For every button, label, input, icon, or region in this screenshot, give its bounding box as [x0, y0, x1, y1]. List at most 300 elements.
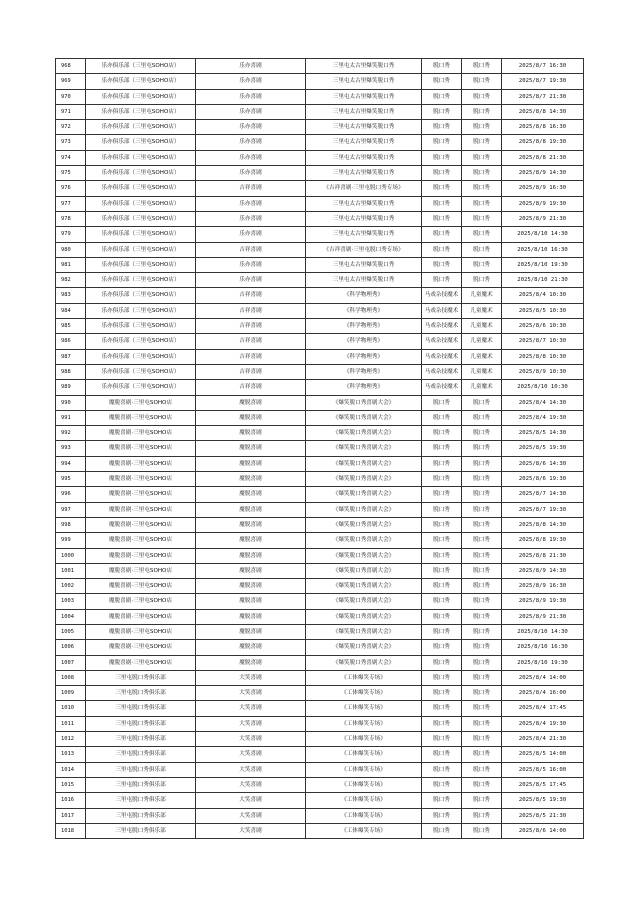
category-cell: 脱口秀 [422, 640, 462, 655]
row-number: 972 [56, 120, 86, 135]
category-cell: 脱口秀 [422, 227, 462, 242]
organizer-cell: 乐亦喜剧 [196, 150, 306, 165]
venue-cell: 乐亦俱乐部（三里屯SOHO店） [86, 349, 196, 364]
show-title-cell: 三里屯太古里爆笑脱口秀 [306, 196, 422, 211]
row-number: 970 [56, 89, 86, 104]
subcategory-cell: 脱口秀 [462, 242, 502, 257]
showtime-cell: 2025/8/8 14:30 [502, 517, 584, 532]
row-number: 1017 [56, 808, 86, 823]
category-cell: 脱口秀 [422, 211, 462, 226]
row-number: 986 [56, 334, 86, 349]
table-row [56, 579, 584, 594]
table-row [56, 793, 584, 808]
showtime-cell: 2025/8/5 19:30 [502, 793, 584, 808]
row-number: 1007 [56, 655, 86, 670]
category-cell: 脱口秀 [422, 624, 462, 639]
subcategory-cell: 脱口秀 [462, 823, 502, 838]
table-row [56, 166, 584, 181]
venue-cell: 魔脱喜剧·三里屯SOHO店 [86, 594, 196, 609]
category-cell: 脱口秀 [422, 517, 462, 532]
category-cell: 马戏杂技魔术 [422, 288, 462, 303]
organizer-cell: 吉祥喜剧 [196, 288, 306, 303]
organizer-cell: 吉祥喜剧 [196, 364, 306, 379]
showtime-cell: 2025/8/7 16:30 [502, 59, 584, 74]
showtime-cell: 2025/8/5 14:00 [502, 747, 584, 762]
venue-cell: 三里屯脱口秀俱乐部 [86, 823, 196, 838]
organizer-cell: 魔脱喜剧 [196, 624, 306, 639]
organizer-cell: 大笑喜剧 [196, 762, 306, 777]
row-number: 998 [56, 517, 86, 532]
organizer-cell: 魔脱喜剧 [196, 441, 306, 456]
organizer-cell: 魔脱喜剧 [196, 502, 306, 517]
category-cell: 脱口秀 [422, 441, 462, 456]
category-cell: 脱口秀 [422, 89, 462, 104]
show-title-cell: 《吉祥喜剧·三里屯脱口秀专场》 [306, 242, 422, 257]
category-cell: 脱口秀 [422, 472, 462, 487]
table-row [56, 594, 584, 609]
organizer-cell: 魔脱喜剧 [196, 410, 306, 425]
showtime-cell: 2025/8/8 19:30 [502, 135, 584, 150]
subcategory-cell: 儿童魔术 [462, 364, 502, 379]
category-cell: 脱口秀 [422, 104, 462, 119]
subcategory-cell: 脱口秀 [462, 732, 502, 747]
table-row [56, 135, 584, 150]
venue-cell: 三里屯脱口秀俱乐部 [86, 762, 196, 777]
category-cell: 脱口秀 [422, 74, 462, 89]
showtime-cell: 2025/8/8 14:30 [502, 104, 584, 119]
venue-cell: 三里屯脱口秀俱乐部 [86, 701, 196, 716]
category-cell: 马戏杂技魔术 [422, 319, 462, 334]
show-title-cell: 《爆笑脱口秀喜剧大会》 [306, 609, 422, 624]
venue-cell: 魔脱喜剧·三里屯SOHO店 [86, 609, 196, 624]
venue-cell: 魔脱喜剧·三里屯SOHO店 [86, 517, 196, 532]
show-title-cell: 《爆笑脱口秀喜剧大会》 [306, 441, 422, 456]
show-title-cell: 《科学物理秀》 [306, 288, 422, 303]
category-cell: 脱口秀 [422, 701, 462, 716]
table-row [56, 472, 584, 487]
show-title-cell: 《爆笑脱口秀喜剧大会》 [306, 579, 422, 594]
show-title-cell: 《爆笑脱口秀喜剧大会》 [306, 410, 422, 425]
row-number: 1004 [56, 609, 86, 624]
venue-cell: 乐亦俱乐部（三里屯SOHO店） [86, 334, 196, 349]
venue-cell: 乐亦俱乐部（三里屯SOHO店） [86, 104, 196, 119]
show-title-cell: 《爆笑脱口秀喜剧大会》 [306, 472, 422, 487]
category-cell: 脱口秀 [422, 548, 462, 563]
subcategory-cell: 脱口秀 [462, 273, 502, 288]
show-title-cell: 《科学物理秀》 [306, 364, 422, 379]
row-number: 1001 [56, 563, 86, 578]
show-title-cell: 三里屯太古里爆笑脱口秀 [306, 59, 422, 74]
organizer-cell: 魔脱喜剧 [196, 517, 306, 532]
row-number: 978 [56, 211, 86, 226]
show-title-cell: 《工体爆笑专场》 [306, 716, 422, 731]
venue-cell: 三里屯脱口秀俱乐部 [86, 716, 196, 731]
show-title-cell: 《爆笑脱口秀喜剧大会》 [306, 655, 422, 670]
row-number: 969 [56, 74, 86, 89]
showtime-cell: 2025/8/10 16:30 [502, 640, 584, 655]
show-title-cell: 《科学物理秀》 [306, 334, 422, 349]
showtime-cell: 2025/8/10 14:30 [502, 624, 584, 639]
row-number: 1011 [56, 716, 86, 731]
subcategory-cell: 脱口秀 [462, 166, 502, 181]
show-title-cell: 三里屯太古里爆笑脱口秀 [306, 120, 422, 135]
showtime-cell: 2025/8/4 21:30 [502, 732, 584, 747]
category-cell: 脱口秀 [422, 533, 462, 548]
venue-cell: 乐亦俱乐部（三里屯SOHO店） [86, 59, 196, 74]
subcategory-cell: 脱口秀 [462, 456, 502, 471]
showtime-cell: 2025/8/6 14:30 [502, 456, 584, 471]
show-title-cell: 《爆笑脱口秀喜剧大会》 [306, 548, 422, 563]
venue-cell: 乐亦俱乐部（三里屯SOHO店） [86, 380, 196, 395]
organizer-cell: 乐亦喜剧 [196, 89, 306, 104]
show-title-cell: 《科学物理秀》 [306, 349, 422, 364]
venue-cell: 乐亦俱乐部（三里屯SOHO店） [86, 89, 196, 104]
table-row [56, 150, 584, 165]
row-number: 1016 [56, 793, 86, 808]
showtime-cell: 2025/8/4 16:00 [502, 686, 584, 701]
showtime-cell: 2025/8/6 10:30 [502, 319, 584, 334]
subcategory-cell: 脱口秀 [462, 640, 502, 655]
subcategory-cell: 脱口秀 [462, 196, 502, 211]
show-title-cell: 三里屯太古里爆笑脱口秀 [306, 74, 422, 89]
table-row [56, 59, 584, 74]
organizer-cell: 魔脱喜剧 [196, 640, 306, 655]
venue-cell: 魔脱喜剧·三里屯SOHO店 [86, 502, 196, 517]
showtime-cell: 2025/8/4 14:00 [502, 670, 584, 685]
organizer-cell: 大笑喜剧 [196, 808, 306, 823]
showtime-cell: 2025/8/4 19:30 [502, 716, 584, 731]
subcategory-cell: 脱口秀 [462, 517, 502, 532]
venue-cell: 乐亦俱乐部（三里屯SOHO店） [86, 288, 196, 303]
subcategory-cell: 儿童魔术 [462, 349, 502, 364]
row-number: 997 [56, 502, 86, 517]
show-title-cell: 《爆笑脱口秀喜剧大会》 [306, 624, 422, 639]
table-row [56, 426, 584, 441]
show-title-cell: 三里屯太古里爆笑脱口秀 [306, 166, 422, 181]
organizer-cell: 乐亦喜剧 [196, 166, 306, 181]
subcategory-cell: 脱口秀 [462, 808, 502, 823]
row-number: 985 [56, 319, 86, 334]
subcategory-cell: 脱口秀 [462, 777, 502, 792]
organizer-cell: 乐亦喜剧 [196, 74, 306, 89]
row-number: 989 [56, 380, 86, 395]
table-row [56, 441, 584, 456]
organizer-cell: 魔脱喜剧 [196, 395, 306, 410]
table-row [56, 533, 584, 548]
subcategory-cell: 脱口秀 [462, 624, 502, 639]
category-cell: 脱口秀 [422, 273, 462, 288]
subcategory-cell: 脱口秀 [462, 594, 502, 609]
row-number: 990 [56, 395, 86, 410]
row-number: 980 [56, 242, 86, 257]
category-cell: 马戏杂技魔术 [422, 364, 462, 379]
venue-cell: 魔脱喜剧·三里屯SOHO店 [86, 640, 196, 655]
show-title-cell: 三里屯太古里爆笑脱口秀 [306, 257, 422, 272]
table-row [56, 74, 584, 89]
show-title-cell: 《工体爆笑专场》 [306, 670, 422, 685]
venue-cell: 魔脱喜剧·三里屯SOHO店 [86, 579, 196, 594]
category-cell: 马戏杂技魔术 [422, 349, 462, 364]
show-title-cell: 《工体爆笑专场》 [306, 793, 422, 808]
show-title-cell: 《吉祥喜剧·三里屯脱口秀专场》 [306, 181, 422, 196]
showtime-cell: 2025/8/10 16:30 [502, 242, 584, 257]
subcategory-cell: 儿童魔术 [462, 288, 502, 303]
row-number: 996 [56, 487, 86, 502]
table-row [56, 349, 584, 364]
show-title-cell: 《爆笑脱口秀喜剧大会》 [306, 533, 422, 548]
venue-cell: 魔脱喜剧·三里屯SOHO店 [86, 426, 196, 441]
category-cell: 脱口秀 [422, 716, 462, 731]
showtime-cell: 2025/8/5 16:00 [502, 762, 584, 777]
venue-cell: 乐亦俱乐部（三里屯SOHO店） [86, 166, 196, 181]
showtime-cell: 2025/8/5 17:45 [502, 777, 584, 792]
row-number: 1009 [56, 686, 86, 701]
row-number: 977 [56, 196, 86, 211]
venue-cell: 三里屯脱口秀俱乐部 [86, 670, 196, 685]
subcategory-cell: 脱口秀 [462, 120, 502, 135]
category-cell: 脱口秀 [422, 670, 462, 685]
organizer-cell: 吉祥喜剧 [196, 319, 306, 334]
table-row [56, 319, 584, 334]
row-number: 987 [56, 349, 86, 364]
table-row [56, 777, 584, 792]
venue-cell: 三里屯脱口秀俱乐部 [86, 793, 196, 808]
table-row [56, 211, 584, 226]
showtime-cell: 2025/8/10 21:30 [502, 273, 584, 288]
showtime-cell: 2025/8/9 14:30 [502, 166, 584, 181]
show-title-cell: 三里屯太古里爆笑脱口秀 [306, 89, 422, 104]
table-row [56, 640, 584, 655]
show-title-cell: 《爆笑脱口秀喜剧大会》 [306, 594, 422, 609]
table-row [56, 487, 584, 502]
showtime-cell: 2025/8/7 21:30 [502, 89, 584, 104]
venue-cell: 乐亦俱乐部（三里屯SOHO店） [86, 120, 196, 135]
venue-cell: 三里屯脱口秀俱乐部 [86, 777, 196, 792]
subcategory-cell: 脱口秀 [462, 762, 502, 777]
venue-cell: 乐亦俱乐部（三里屯SOHO店） [86, 242, 196, 257]
category-cell: 脱口秀 [422, 808, 462, 823]
organizer-cell: 大笑喜剧 [196, 747, 306, 762]
category-cell: 脱口秀 [422, 196, 462, 211]
showtime-cell: 2025/8/10 19:30 [502, 257, 584, 272]
category-cell: 脱口秀 [422, 410, 462, 425]
show-title-cell: 《爆笑脱口秀喜剧大会》 [306, 456, 422, 471]
subcategory-cell: 脱口秀 [462, 502, 502, 517]
show-title-cell: 三里屯太古里爆笑脱口秀 [306, 273, 422, 288]
category-cell: 脱口秀 [422, 823, 462, 838]
category-cell: 脱口秀 [422, 777, 462, 792]
subcategory-cell: 脱口秀 [462, 579, 502, 594]
category-cell: 马戏杂技魔术 [422, 380, 462, 395]
table-row [56, 89, 584, 104]
venue-cell: 乐亦俱乐部（三里屯SOHO店） [86, 181, 196, 196]
category-cell: 脱口秀 [422, 563, 462, 578]
category-cell: 脱口秀 [422, 120, 462, 135]
table-row [56, 104, 584, 119]
organizer-cell: 魔脱喜剧 [196, 426, 306, 441]
table-row [56, 303, 584, 318]
row-number: 1000 [56, 548, 86, 563]
show-title-cell: 《爆笑脱口秀喜剧大会》 [306, 517, 422, 532]
venue-cell: 魔脱喜剧·三里屯SOHO店 [86, 563, 196, 578]
venue-cell: 乐亦俱乐部（三里屯SOHO店） [86, 211, 196, 226]
table-row [56, 701, 584, 716]
category-cell: 脱口秀 [422, 732, 462, 747]
showtime-cell: 2025/8/9 16:30 [502, 579, 584, 594]
table-row [56, 257, 584, 272]
venue-cell: 三里屯脱口秀俱乐部 [86, 686, 196, 701]
venue-cell: 魔脱喜剧·三里屯SOHO店 [86, 410, 196, 425]
table-row [56, 548, 584, 563]
subcategory-cell: 脱口秀 [462, 395, 502, 410]
showtime-cell: 2025/8/10 19:30 [502, 655, 584, 670]
subcategory-cell: 脱口秀 [462, 609, 502, 624]
table-row [56, 502, 584, 517]
organizer-cell: 大笑喜剧 [196, 716, 306, 731]
venue-cell: 魔脱喜剧·三里屯SOHO店 [86, 395, 196, 410]
show-title-cell: 《爆笑脱口秀喜剧大会》 [306, 487, 422, 502]
row-number: 1018 [56, 823, 86, 838]
organizer-cell: 大笑喜剧 [196, 686, 306, 701]
organizer-cell: 魔脱喜剧 [196, 655, 306, 670]
showtime-cell: 2025/8/7 10:30 [502, 334, 584, 349]
row-number: 1003 [56, 594, 86, 609]
table-row [56, 334, 584, 349]
organizer-cell: 魔脱喜剧 [196, 563, 306, 578]
table-row [56, 747, 584, 762]
subcategory-cell: 脱口秀 [462, 211, 502, 226]
venue-cell: 魔脱喜剧·三里屯SOHO店 [86, 487, 196, 502]
showtime-cell: 2025/8/9 21:30 [502, 211, 584, 226]
subcategory-cell: 脱口秀 [462, 410, 502, 425]
showtime-cell: 2025/8/9 14:30 [502, 563, 584, 578]
row-number: 991 [56, 410, 86, 425]
organizer-cell: 乐亦喜剧 [196, 257, 306, 272]
category-cell: 马戏杂技魔术 [422, 303, 462, 318]
subcategory-cell: 脱口秀 [462, 181, 502, 196]
subcategory-cell: 脱口秀 [462, 670, 502, 685]
table-row [56, 823, 584, 838]
show-title-cell: 《爆笑脱口秀喜剧大会》 [306, 395, 422, 410]
show-title-cell: 《爆笑脱口秀喜剧大会》 [306, 640, 422, 655]
row-number: 1008 [56, 670, 86, 685]
organizer-cell: 乐亦喜剧 [196, 59, 306, 74]
showtime-cell: 2025/8/10 10:30 [502, 380, 584, 395]
subcategory-cell: 脱口秀 [462, 135, 502, 150]
subcategory-cell: 脱口秀 [462, 89, 502, 104]
organizer-cell: 吉祥喜剧 [196, 242, 306, 257]
show-title-cell: 《工体爆笑专场》 [306, 747, 422, 762]
table-row [56, 762, 584, 777]
subcategory-cell: 脱口秀 [462, 716, 502, 731]
showtime-cell: 2025/8/4 19:30 [502, 410, 584, 425]
row-number: 994 [56, 456, 86, 471]
table-row [56, 670, 584, 685]
organizer-cell: 吉祥喜剧 [196, 303, 306, 318]
row-number: 1010 [56, 701, 86, 716]
subcategory-cell: 儿童魔术 [462, 303, 502, 318]
subcategory-cell: 脱口秀 [462, 74, 502, 89]
category-cell: 脱口秀 [422, 579, 462, 594]
category-cell: 脱口秀 [422, 242, 462, 257]
category-cell: 脱口秀 [422, 609, 462, 624]
venue-cell: 魔脱喜剧·三里屯SOHO店 [86, 655, 196, 670]
subcategory-cell: 脱口秀 [462, 104, 502, 119]
subcategory-cell: 脱口秀 [462, 441, 502, 456]
organizer-cell: 乐亦喜剧 [196, 211, 306, 226]
category-cell: 马戏杂技魔术 [422, 334, 462, 349]
organizer-cell: 乐亦喜剧 [196, 227, 306, 242]
organizer-cell: 魔脱喜剧 [196, 456, 306, 471]
table-row [56, 288, 584, 303]
showtime-cell: 2025/8/8 21:30 [502, 548, 584, 563]
show-title-cell: 三里屯太古里爆笑脱口秀 [306, 150, 422, 165]
category-cell: 脱口秀 [422, 456, 462, 471]
venue-cell: 魔脱喜剧·三里屯SOHO店 [86, 624, 196, 639]
subcategory-cell: 脱口秀 [462, 59, 502, 74]
row-number: 984 [56, 303, 86, 318]
showtime-cell: 2025/8/5 14:30 [502, 426, 584, 441]
table-row [56, 196, 584, 211]
show-title-cell: 《爆笑脱口秀喜剧大会》 [306, 563, 422, 578]
venue-cell: 乐亦俱乐部（三里屯SOHO店） [86, 74, 196, 89]
schedule-table [55, 58, 584, 839]
row-number: 988 [56, 364, 86, 379]
table-row [56, 808, 584, 823]
table-row [56, 273, 584, 288]
table-row [56, 517, 584, 532]
venue-cell: 三里屯脱口秀俱乐部 [86, 747, 196, 762]
category-cell: 脱口秀 [422, 166, 462, 181]
subcategory-cell: 脱口秀 [462, 426, 502, 441]
venue-cell: 魔脱喜剧·三里屯SOHO店 [86, 441, 196, 456]
table-row [56, 732, 584, 747]
venue-cell: 乐亦俱乐部（三里屯SOHO店） [86, 135, 196, 150]
showtime-cell: 2025/8/6 14:00 [502, 823, 584, 838]
row-number: 983 [56, 288, 86, 303]
venue-cell: 乐亦俱乐部（三里屯SOHO店） [86, 273, 196, 288]
showtime-cell: 2025/8/9 19:30 [502, 196, 584, 211]
showtime-cell: 2025/8/4 14:30 [502, 395, 584, 410]
show-title-cell: 《爆笑脱口秀喜剧大会》 [306, 426, 422, 441]
venue-cell: 乐亦俱乐部（三里屯SOHO店） [86, 227, 196, 242]
category-cell: 脱口秀 [422, 594, 462, 609]
table-row [56, 120, 584, 135]
organizer-cell: 乐亦喜剧 [196, 120, 306, 135]
organizer-cell: 大笑喜剧 [196, 823, 306, 838]
table-row [56, 227, 584, 242]
showtime-cell: 2025/8/5 21:30 [502, 808, 584, 823]
row-number: 975 [56, 166, 86, 181]
show-title-cell: 《工体爆笑专场》 [306, 777, 422, 792]
row-number: 973 [56, 135, 86, 150]
organizer-cell: 大笑喜剧 [196, 732, 306, 747]
row-number: 999 [56, 533, 86, 548]
table-row [56, 364, 584, 379]
showtime-cell: 2025/8/7 19:30 [502, 74, 584, 89]
table-row [56, 242, 584, 257]
show-title-cell: 三里屯太古里爆笑脱口秀 [306, 104, 422, 119]
table-row [56, 655, 584, 670]
organizer-cell: 魔脱喜剧 [196, 594, 306, 609]
showtime-cell: 2025/8/8 16:30 [502, 120, 584, 135]
category-cell: 脱口秀 [422, 686, 462, 701]
show-title-cell: 《工体爆笑专场》 [306, 823, 422, 838]
subcategory-cell: 脱口秀 [462, 548, 502, 563]
venue-cell: 魔脱喜剧·三里屯SOHO店 [86, 456, 196, 471]
category-cell: 脱口秀 [422, 59, 462, 74]
showtime-cell: 2025/8/7 19:30 [502, 502, 584, 517]
